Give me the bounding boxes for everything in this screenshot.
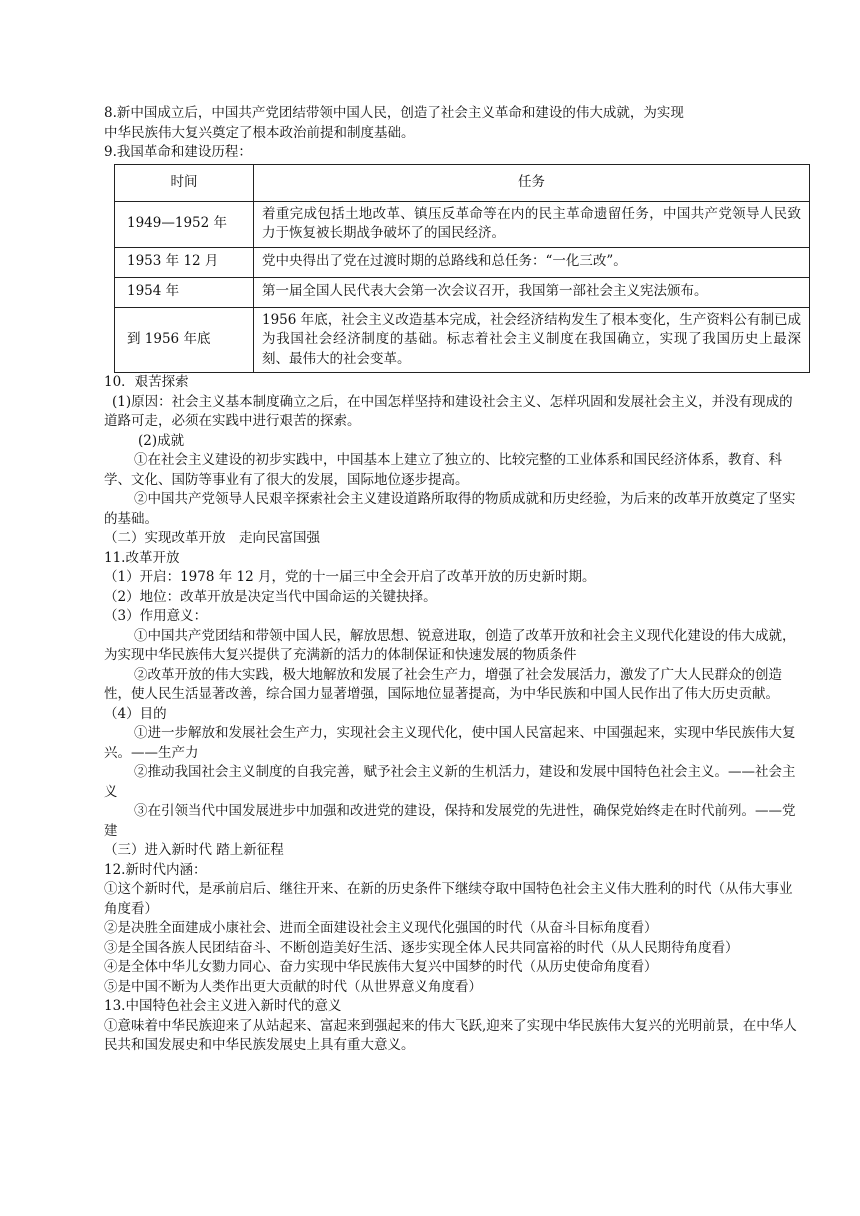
list-item-12-2: ②是决胜全面建成小康社会、进而全面建设社会主义现代化强国的时代（从奋斗目标角度看） <box>104 920 658 936</box>
heading-10: 10．艰苦探索 <box>104 374 189 390</box>
list-item-12-1: ①这个新时代，是承前启后、继往开来、在新的历史条件下继续夺取中国特色社会主义伟大胜利的时代（从伟大事业角度看） <box>104 881 793 917</box>
heading-13: 13.中国特色社会主义进入新时代的意义 <box>104 998 342 1014</box>
table-header-time: 时间 <box>115 164 254 201</box>
paragraph-10-achievement-2: ②中国共产党领导人民艰辛探索社会主义建设道路所取得的物质成就和历史经验，为后来的改革开放奠定了坚实的基础。 <box>104 491 796 527</box>
subheading-11-goal: （4）目的 <box>104 705 167 722</box>
subheading-11-meaning: （3）作用意义： <box>104 608 208 624</box>
paragraph-8-line1: 8.新中国成立后，中国共产党团结带领中国人民，创造了社会主义革命和建设的伟大成就，为实现 <box>104 105 684 121</box>
table-cell-task: 着重完成包括土地改革、镇压反革命等在内的民主革命遗留任务，中国共产党领导人民致力于恢复被长期战争破坏了的国民经济。 <box>254 201 810 247</box>
table-cell-time: 1954 年 <box>115 277 254 307</box>
section-2-title: （二）实现改革开放 走向民富国强 <box>104 530 320 546</box>
paragraph-11-open: （1）开启：1978 年 12 月，党的十一届三中全会开启了改革开放的历史新时期。 <box>104 569 596 585</box>
paragraph-11-meaning-2: ②改革开放的伟大实践，极大地解放和发展了社会生产力，增强了社会发展活力，激发了广大人民群众的创造性，使人民生活显著改善，综合国力显著增强，国际地位显著提高，为中华民族和中国人民作出了伟大历史贡献。 <box>104 666 782 702</box>
table-cell-time: 到 1956 年底 <box>115 307 254 373</box>
paragraph-11-goal-2: ②推动我国社会主义制度的自我完善，赋予社会主义新的生机活力，建设和发展中国特色社会主义。——社会主义 <box>104 764 796 800</box>
table-row <box>115 307 810 373</box>
paragraph-8-line2: 中华民族伟大复兴奠定了根本政治前提和制度基础。 <box>104 124 415 141</box>
heading-9: 9.我国革命和建设历程： <box>104 144 252 160</box>
paragraph-11-goal-1: ①进一步解放和发展社会生产力，实现社会主义现代化，使中国人民富起来、中国强起来，实现中华民族伟大复兴。——生产力 <box>104 725 796 761</box>
table-cell-task: 第一届全国人民代表大会第一次会议召开，我国第一部社会主义宪法颁布。 <box>254 277 810 307</box>
table-cell-task: 1956 年底，社会主义改造基本完成，社会经济结构发生了根本变化，生产资料公有制已成为我国社会经济制度的基础。标志着社会主义制度在我国确立，实现了我国历史上最深刻、最伟大的社会变革。 <box>254 307 810 373</box>
table-cell-time: 1953 年 12 月 <box>115 247 254 277</box>
list-item-13-1: ①意味着中华民族迎来了从站起来、富起来到强起来的伟大飞跃,迎来了实现中华民族伟大复兴的光明前景，在中华人民共和国发展史和中华民族发展史上具有重大意义。 <box>104 1017 797 1053</box>
table-header-row <box>115 164 810 201</box>
paragraph-11-meaning-1: ①中国共产党团结和带领中国人民，解放思想、锐意进取，创造了改革开放和社会主义现代化建设的伟大成就，为实现中华民族伟大复兴提供了充满新的活力的体制保证和快速发展的物质条件 <box>104 627 796 663</box>
table-cell-time: 1949—1952 年 <box>115 201 254 247</box>
history-table <box>114 164 810 374</box>
paragraph-10-reason: (1)原因：社会主义基本制度确立之后，在中国怎样坚持和建设社会主义、怎样巩固和发展社会主义，并没有现成的道路可走，必须在实践中进行艰苦的探索。 <box>104 393 793 429</box>
table-header-task: 任务 <box>254 164 810 201</box>
table-row <box>115 277 810 307</box>
list-item-12-3: ③是全国各族人民团结奋斗、不断创造美好生活、逐步实现全体人民共同富裕的时代（从人民期待角度看） <box>104 939 739 956</box>
document-page <box>104 104 804 1056</box>
heading-12: 12.新时代内涵： <box>104 861 207 878</box>
paragraph-11-goal-3: ③在引领当代中国发展进步中加强和改进党的建设，保持和发展党的先进性，确保党始终走在时代前列。——党建 <box>104 803 796 839</box>
table-cell-task: 党中央得出了党在过渡时期的总路线和总任务：“一化三改”。 <box>254 247 810 277</box>
list-item-12-5: ⑤是中国不断为人类作出更大贡献的时代（从世界意义角度看） <box>104 978 482 995</box>
paragraph-11-status: （2）地位：改革开放是决定当代中国命运的关键抉择。 <box>104 588 437 605</box>
section-3-title: （三）进入新时代 踏上新征程 <box>104 842 284 858</box>
list-item-12-4: ④是全体中华儿女勠力同心、奋力实现中华民族伟大复兴中国梦的时代（从历史使命角度看） <box>104 959 658 975</box>
paragraph-10-achievement-1: ①在社会主义建设的初步实践中，中国基本上建立了独立的、比较完整的工业体系和国民经济体系，教育、科学、文化、国防等事业有了很大的发展，国际地位逐步提高。 <box>104 452 782 488</box>
table-row <box>115 201 810 247</box>
heading-11: 11.改革开放 <box>104 549 180 566</box>
table-row <box>115 247 810 277</box>
subheading-10-achievement: (2)成就 <box>138 432 185 449</box>
